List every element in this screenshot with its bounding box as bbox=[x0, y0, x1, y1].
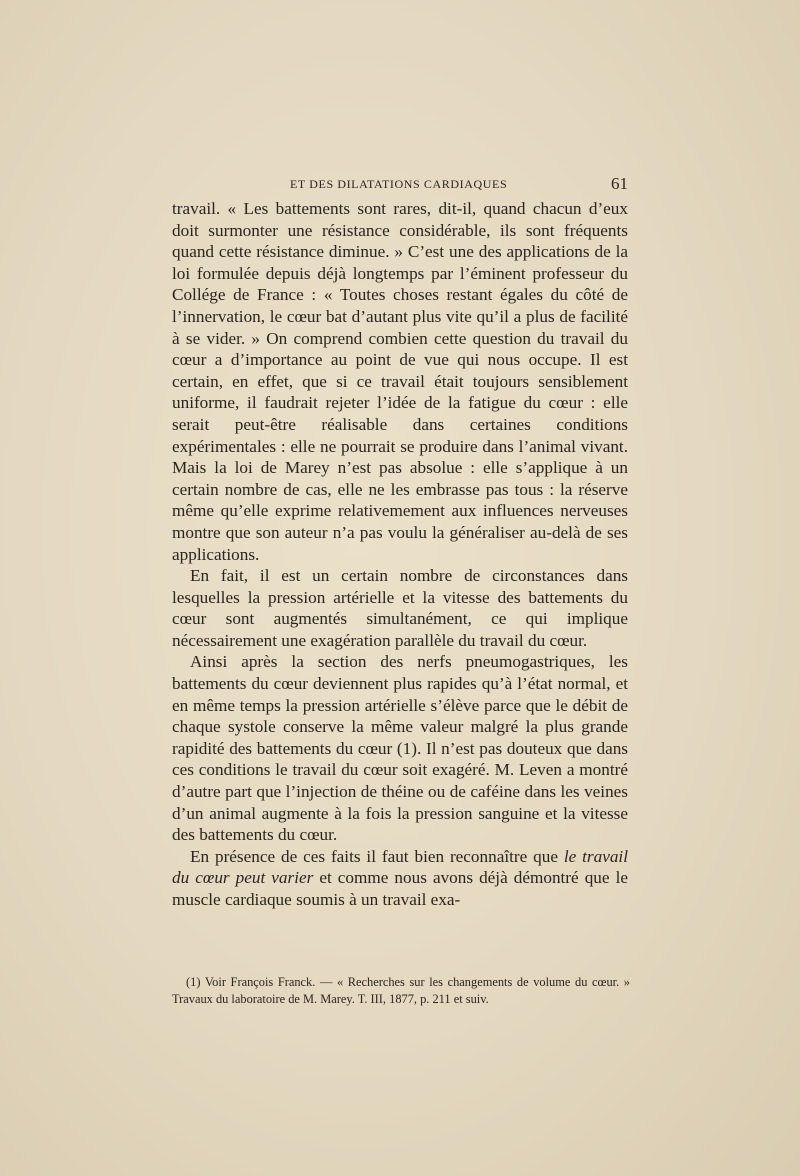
paragraph-text: et comme nous avons déjà démontré que le muscle cardiaque soumis à un travail exa- bbox=[172, 868, 628, 909]
running-head: ET DES DILATATIONS CARDIAQUES bbox=[290, 177, 508, 191]
paragraph bbox=[172, 846, 628, 911]
paragraph: En fait, il est un certain nombre de circonstances dans lesquelles la pression artérielle et la vitesse des battements du cœur sont augmentés simultanément, ce qui implique nécessairement une exagération parallèle du travail du cœur. bbox=[172, 566, 628, 650]
footnote: (1) Voir François Franck. — « Recherches sur les changements de volume du cœur. » Travaux du laboratoire de M. Marey. T. III, 1877, p. 211 et suiv. bbox=[172, 975, 630, 1006]
page-header bbox=[172, 174, 628, 194]
body-text bbox=[172, 198, 628, 911]
footnotes bbox=[172, 974, 630, 1008]
paragraph: Ainsi après la section des nerfs pneumogastriques, les battements du cœur deviennent plus rapides qu’à l’état normal, et en même temps la pression artérielle s’élève parce que le débit de chaque systole conserve la même valeur malgré la plus grande rapidité des battements du cœur (1). Il n’est pas douteux que dans ces conditions le travail du cœur soit exagéré. M. Leven a montré d’autre part que l’injection de théine ou de caféine dans les veines d’un animal augmente à la fois la pression sanguine et la vitesse des battements du cœur. bbox=[172, 652, 628, 845]
emphasized-text: le travail du cœur peut varier bbox=[172, 846, 628, 888]
paragraph-text: En présence de ces faits il faut bien reconnaître que bbox=[190, 846, 564, 866]
page-number: 61 bbox=[611, 174, 628, 193]
paragraph: travail. « Les battements sont rares, dit-il, quand chacun d’eux doit surmonter une résistance considérable, ils sont fréquents quand cette résistance diminue. » C’est une des applications de la loi formulée depuis déjà longtemps par l’éminent professeur du Collége de France : « Toutes choses restant égales du côté de l’innervation, le cœur bat d’autant plus vite qu’il a plus de facilité à se vider. » On comprend combien cette question du travail du cœur a d’importance au point de vue qui nous occupe. Il est certain, en effet, que si ce travail était toujours sensiblement uniforme, il faudrait rejeter l’idée de la fatigue du cœur : elle serait peut-être réalisable dans certaines conditions expérimentales : elle ne pourrait se produire dans l’animal vivant. Mais la loi de Marey n’est pas absolue : elle s’applique à un certain nombre de cas, elle ne les embrasse pas tous : la réserve même qu’elle exprime relativemement aux influences nerveuses montre que son auteur n’a pas voulu la généraliser au-delà de ses applications. bbox=[172, 199, 628, 564]
